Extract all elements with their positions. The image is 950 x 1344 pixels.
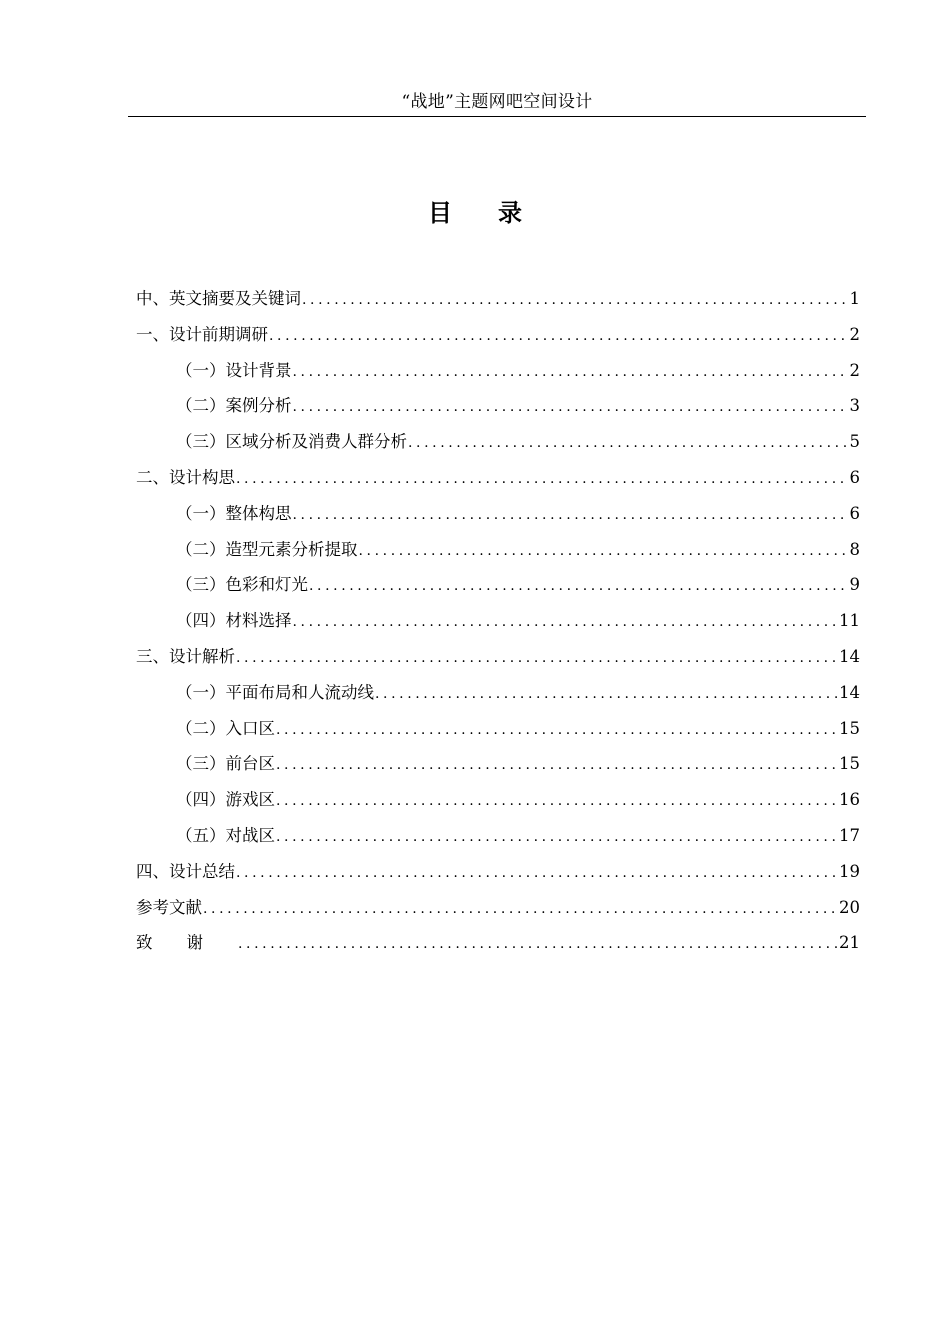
toc-leader-dots [359,538,848,564]
toc-entry-page: 3 [849,396,860,416]
toc-leader-dots [276,717,837,743]
toc-entry-label: （二）造型元素分析提取 [176,539,358,559]
toc-entry-label: 一、设计前期调研 [136,324,268,344]
toc-leader-dots [293,502,848,528]
toc-entry-background[interactable] [136,358,860,394]
toc-leader-dots [375,681,837,707]
toc-entry-page: 9 [849,575,860,595]
toc-entry-page: 16 [839,790,860,810]
toc-entry-color-lighting[interactable] [136,572,860,608]
toc-leader-dots [408,430,848,456]
toc-entry-label: （五）对战区 [176,825,275,845]
toc-entry-label: （一）整体构思 [176,503,292,523]
toc-entry-battle-area[interactable] [136,823,860,859]
toc-leader-dots [302,287,848,313]
toc-leader-dots [293,609,838,635]
toc-leader-dots [238,931,837,957]
toc-entry-label: 四、设计总结 [136,861,235,881]
toc-entry-label: 致谢 [136,933,237,953]
toc-entry-page: 15 [839,718,860,738]
toc-entry-label: （一）设计背景 [176,360,292,380]
toc-entry-label: 三、设计解析 [136,646,235,666]
page-header [128,90,866,117]
toc-entry-page: 14 [839,682,860,702]
toc-leader-dots [203,896,837,922]
toc-leader-dots [276,752,837,778]
toc-entry-label: （二）案例分析 [176,396,292,416]
toc-entry-page: 19 [839,861,860,881]
toc-entry-area-analysis[interactable] [136,429,860,465]
toc-list [136,286,860,966]
toc-entry-label: 中、英文摘要及关键词 [136,289,301,308]
toc-entry-form-elements[interactable] [136,537,860,573]
toc-entry-page: 5 [849,432,860,452]
toc-entry-page: 2 [849,324,860,344]
toc-leader-dots [236,860,837,886]
toc-entry-materials[interactable] [136,608,860,644]
toc-entry-game-area[interactable] [136,787,860,823]
toc-entry-page: 21 [839,933,860,953]
toc-entry-label: 参考文献 [136,897,202,917]
toc-entry-page: 11 [839,611,860,631]
toc-leader-dots [236,466,848,492]
toc-leader-dots [236,645,837,671]
toc-entry-design-analysis[interactable] [136,644,860,680]
toc-entry-abstract[interactable] [136,286,860,322]
toc-leader-dots [269,323,848,349]
toc-entry-floor-plan[interactable] [136,680,860,716]
toc-leader-dots [293,394,848,420]
toc-entry-front-desk[interactable] [136,751,860,787]
toc-entry-page: 1 [849,289,860,308]
toc-entry-label: （三）前台区 [176,754,275,774]
toc-entry-acknowledgements[interactable] [136,930,860,966]
toc-entry-page: 2 [849,360,860,380]
toc-heading: 目录 [428,198,568,227]
toc-entry-label: （四）游戏区 [176,790,275,810]
toc-entry-page: 6 [849,467,860,487]
toc-entry-page: 6 [849,503,860,523]
toc-entry-overall-concept[interactable] [136,501,860,537]
toc-leader-dots [309,573,848,599]
toc-leader-dots [293,359,848,385]
toc-entry-label: （二）入口区 [176,718,275,738]
page-header-title: “战地”主题网吧空间设计 [401,92,593,112]
toc-entry-research[interactable] [136,322,860,358]
toc-leader-dots [276,824,837,850]
toc-entry-page: 20 [839,897,860,917]
toc-entry-label: （三）区域分析及消费人群分析 [176,432,407,452]
toc-entry-page: 17 [839,825,860,845]
toc-leader-dots [276,788,837,814]
toc-entry-label: （四）材料选择 [176,611,292,631]
toc-entry-label: （三）色彩和灯光 [176,575,308,595]
toc-entry-case-study[interactable] [136,393,860,429]
toc-entry-label: 二、设计构思 [136,467,235,487]
toc-entry-page: 14 [839,646,860,666]
toc-entry-entrance[interactable] [136,716,860,752]
toc-entry-references[interactable] [136,895,860,931]
toc-entry-concept[interactable] [136,465,860,501]
toc-entry-summary[interactable] [136,859,860,895]
toc-entry-label: （一）平面布局和人流动线 [176,682,374,702]
toc-entry-page: 8 [849,539,860,559]
toc-entry-page: 15 [839,754,860,774]
